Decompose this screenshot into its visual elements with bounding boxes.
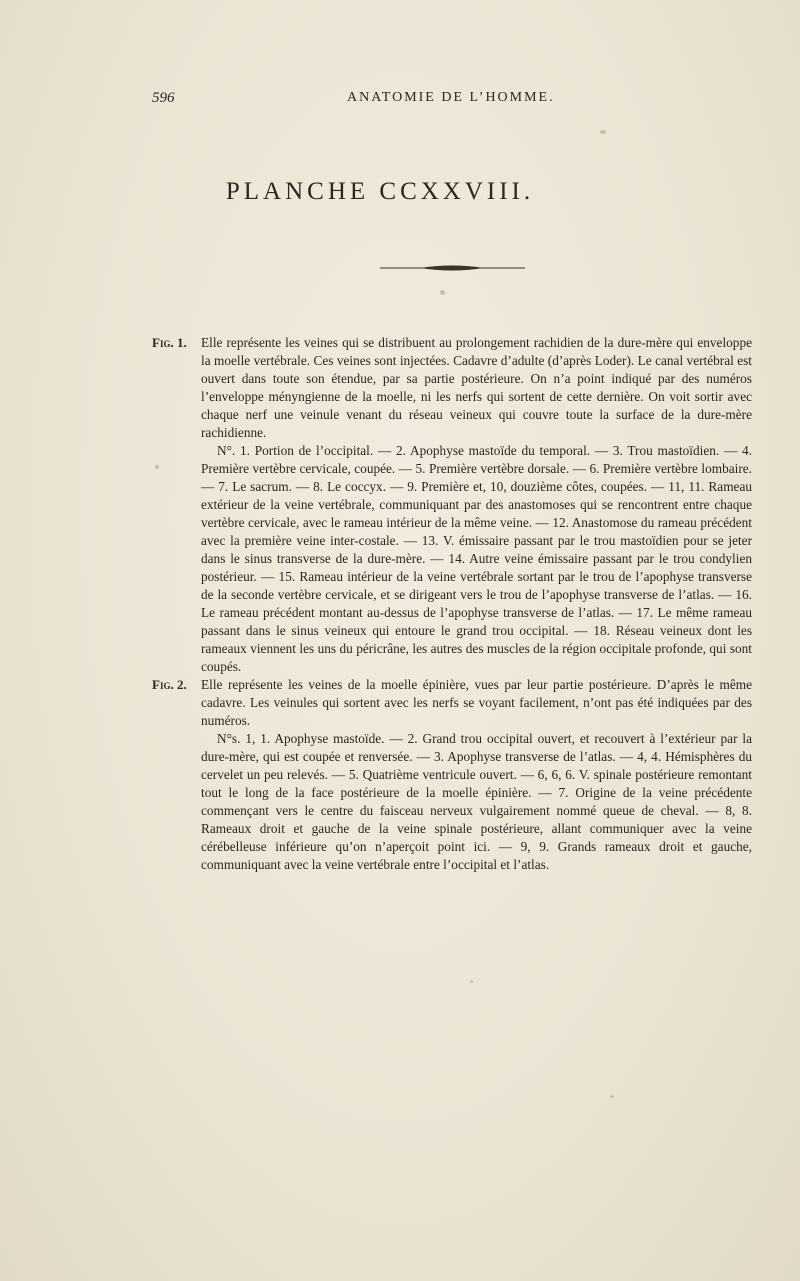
page-number: 596 bbox=[152, 90, 175, 106]
figure-2-description: Elle représente les veines de la moelle épinière, vues par leur partie postérieure. D’après le même cadavre. Les veinules qui sortent avec les nerfs se voyant facilement, n’ont pas été indiquées par des numéros. bbox=[201, 677, 752, 728]
figure-1-label: Fig. 1. bbox=[152, 335, 187, 350]
figure-1-description: Elle représente les veines qui se distribuent au prolongement rachidien de la dure-mère qui enveloppe la moelle vertébrale. Ces veines sont injectées. Cadavre d’adulte (d’après Loder). Le canal vertébral est ouvert dans toute son étendue, par sa partie postérieure. On n’a point indiqué par des numéros l’enveloppe ményngienne de la moelle, ni les nerfs qui sortent de cette dernière. On voit sortir avec chaque nerf une veinule venant du réseau veineux qui couvre toute la surface de la dure-mère rachidienne. bbox=[201, 335, 752, 440]
figure-1-legend: N°. 1. Portion de l’occipital. — 2. Apophyse mastoïde du temporal. — 3. Trou mastoïdien. — 4. Première vertèbre cervicale, coupée. — 5. Première vertèbre dorsale. — 6. Première vertèbre lombaire. — 7. Le sacrum. — 8. Le coccyx. — 9. Première et, 10, douzième côtes, coupées. — 11, 11. Rameau extérieur de la veine vertébrale, communiquant par des anastomoses qui se rencontrent entre chaque vertèbre cervicale, avec le rameau intérieur de la même veine. — 12. Anastomose du rameau précédent avec la première veine inter-costale. — 13. V. émissaire passant par le trou mastoïdien pour se jeter dans le sinus transverse de la dure-mère. — 14. Autre veine émissaire passant par le trou condylien postérieur. — 15. Rameau intérieur de la veine vertébrale sortant par le trou de l’apophyse transverse de la seconde vertèbre cervicale, et se dirigeant vers le trou de l’apophyse transverse de l’atlas. — 16. Le rameau précédent montant au-dessus de l’apophyse transverse de l’atlas. — 17. Le même rameau passant dans le sinus veineux qui entoure le grand trou occipital. — 18. Réseau veineux dont les rameaux viennent les uns du péricrâne, les autres des muscles de la région occipitale profonde, qui sont coupés. bbox=[201, 443, 752, 674]
figure-2-label: Fig. 2. bbox=[152, 677, 187, 692]
paper-speck bbox=[470, 980, 473, 983]
paper-speck bbox=[610, 1095, 614, 1098]
figure-2-legend: N°s. 1, 1. Apophyse mastoïde. — 2. Grand trou occipital ouvert, et recouvert à l’extérieur par la dure-mère, qui est coupée et renversée. — 3. Apophyse transverse de l’atlas. — 4, 4. Hémisphères du cervelet un peu relevés. — 5. Quatrième ventricule ouvert. — 6, 6, 6. V. spinale postérieure remontant tout le long de la face postérieure de la moelle épinière. — 7. Origine de la veine précédente commençant vers le centre du faisceau nerveux vulgairement nommé queue de cheval. — 8, 8. Rameaux droit et gauche de la veine spinale postérieure, allant communiquer avec la veine cérébelleuse inférieure qu’on n’aperçoit point ici. — 9, 9. Grands rameaux droit et gauche, communiquant avec la veine vertébrale entre l’occipital et l’atlas. bbox=[201, 731, 752, 872]
paper-speck bbox=[600, 130, 606, 134]
plate-title: PLANCHE CCXXVIII. bbox=[225, 178, 535, 205]
paper-speck bbox=[155, 465, 159, 469]
running-title: ANATOMIE DE L’HOMME. bbox=[347, 90, 555, 105]
paper-speck bbox=[440, 290, 445, 295]
ornament-rule bbox=[380, 264, 525, 272]
running-head bbox=[152, 90, 712, 110]
figure-1-entry bbox=[152, 334, 752, 676]
figure-2-entry bbox=[152, 676, 752, 874]
